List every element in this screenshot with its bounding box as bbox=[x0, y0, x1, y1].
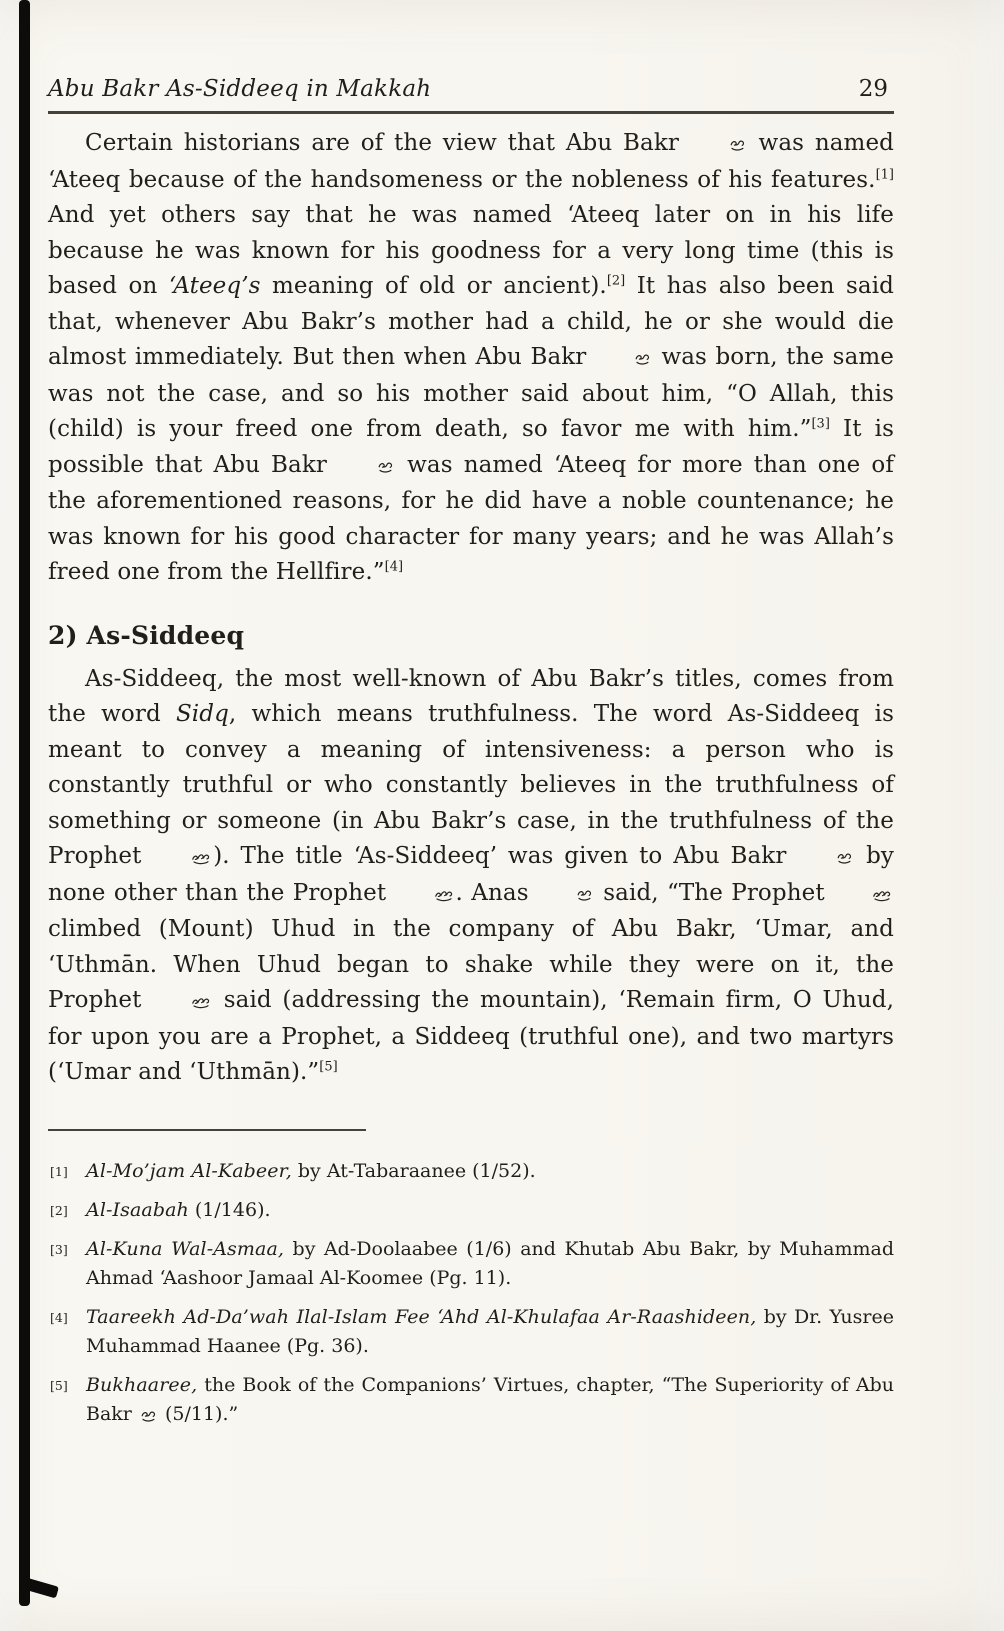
footnote-marker: [2] bbox=[50, 1202, 68, 1218]
footnote bbox=[48, 1196, 894, 1225]
footnote bbox=[48, 1157, 894, 1186]
footnote-marker: [3] bbox=[50, 1241, 68, 1257]
footnote-marker: [1] bbox=[50, 1163, 68, 1179]
radiallahu-anhu-icon bbox=[692, 127, 746, 163]
footnote-ref: [3] bbox=[811, 416, 830, 432]
page-content bbox=[48, 76, 894, 1440]
italic-text: Sidq bbox=[175, 701, 229, 727]
italic-text: Al-Mo’jam Al-Kabeer, bbox=[86, 1159, 292, 1182]
footnote bbox=[48, 1235, 894, 1293]
footnote-separator bbox=[48, 1129, 366, 1131]
sallallahu-alayhi-wasallam-icon bbox=[154, 840, 211, 876]
header-rule bbox=[48, 111, 894, 114]
footnote-ref: [4] bbox=[384, 559, 404, 575]
footnote-text: Bukhaaree, the Book of the Companions’ Virtues, chapter, “The Superiority of Abu Bakr (5/11).” bbox=[86, 1374, 894, 1425]
sallallahu-alayhi-wasallam-icon bbox=[835, 877, 892, 913]
sallallahu-alayhi-wasallam-icon bbox=[397, 877, 454, 913]
page-number: 29 bbox=[858, 76, 888, 102]
paragraph-as-siddeeq: As-Siddeeq, the most well-known of Abu Bakr’s titles, comes from the word Sidq, which means truthfulness. The word As-Siddeeq is meant to convey a meaning of intensiveness: a person who is constantly truthful or who constantly believes in the truthfulness of something or someone (in Abu Bakr’s case, in the truthfulness of the Prophet ). The title ‘As-Siddeeq’ was given to Abu Bakr by none other than the Prophet . Anas said, “The Prophet climbed (Mount) Uhud in the company of Abu Bakr, ‘Umar, and ‘Uthmān. When Uhud began to shake while they were on it, the Prophet said (addressing the mountain), ‘Remain firm, O Uhud, for upon you are a Prophet, a Siddeeq (truthful one), and two martyrs (‘Umar and ‘Uthmān).”[5] bbox=[48, 665, 894, 1085]
footnote-ref: [1] bbox=[875, 166, 894, 182]
radiallahu-anhu-icon bbox=[340, 449, 394, 485]
footnote-text: Al-Isaabah (1/146). bbox=[86, 1198, 271, 1221]
running-title: Abu Bakr As-Siddeeq in Makkah bbox=[48, 76, 432, 102]
footnote-ref: [2] bbox=[606, 273, 626, 289]
footnote bbox=[48, 1303, 894, 1361]
footnote-marker: [4] bbox=[50, 1309, 68, 1325]
footnote-text: Al-Kuna Wal-Asmaa, by Ad-Doolaabee (1/6) and Khutab Abu Bakr, by Muhammad Ahmad ‘Aashoor Jamaal Al-Koomee (Pg. 11). bbox=[86, 1237, 894, 1289]
footnote-text: Taareekh Ad-Da’wah Ilal-Islam Fee ‘Ahd Al-Khulafaa Ar-Raashideen, by Dr. Yusree Muhammad Haanee (Pg. 36). bbox=[86, 1305, 894, 1357]
italic-text: ‘Ateeq’s bbox=[168, 273, 261, 299]
italic-text: Taareekh Ad-Da’wah Ilal-Islam Fee ‘Ahd Al-Khulafaa Ar-Raashideen, bbox=[86, 1305, 757, 1328]
footnote bbox=[48, 1371, 894, 1430]
sallallahu-alayhi-wasallam-icon bbox=[154, 984, 211, 1020]
page-header bbox=[48, 76, 894, 111]
footnote-text: Al-Mo’jam Al-Kabeer, by At-Tabaraanee (1/52). bbox=[86, 1159, 536, 1182]
section-heading: 2) As-Siddeeq bbox=[48, 620, 245, 650]
radiallahu-anhu-icon bbox=[799, 840, 853, 876]
footnotes bbox=[48, 1157, 894, 1430]
footnote-marker: [5] bbox=[50, 1377, 68, 1393]
radiallahu-anhu-icon bbox=[140, 1401, 157, 1430]
binding-shadow bbox=[19, 0, 30, 1606]
italic-text: Bukhaaree, bbox=[86, 1373, 198, 1396]
italic-text: Al-Kuna Wal-Asmaa, bbox=[86, 1237, 285, 1260]
radiallahu-anhu-icon bbox=[539, 877, 593, 913]
radiallahu-anhu-icon bbox=[597, 341, 651, 377]
footnote-ref: [5] bbox=[319, 1059, 338, 1075]
paragraph-ateeq: Certain historians are of the view that Abu Bakr was named ‘Ateeq because of the handsomeness or the nobleness of his features.[1] And yet others say that he was named ‘Ateeq later on in his life because he was known for his goodness for a very long time (this is based on ‘Ateeq’s meaning of old or ancient).[2] It has also been said that, whenever Abu Bakr’s mother had a child, he or she would die almost immediately. But then when Abu Bakr was born, the same was not the case, and so his mother said about him, “O Allah, this (child) is your freed one from death, so favor me with him.”[3] It is possible that Abu Bakr was named ‘Ateeq for more than one of the aforementioned reasons, for he did have a noble countenance; he was known for his good character for many years; and he was Allah’s freed one from the Hellfire.”[4] bbox=[48, 126, 894, 591]
italic-text: Al-Isaabah bbox=[86, 1198, 189, 1221]
